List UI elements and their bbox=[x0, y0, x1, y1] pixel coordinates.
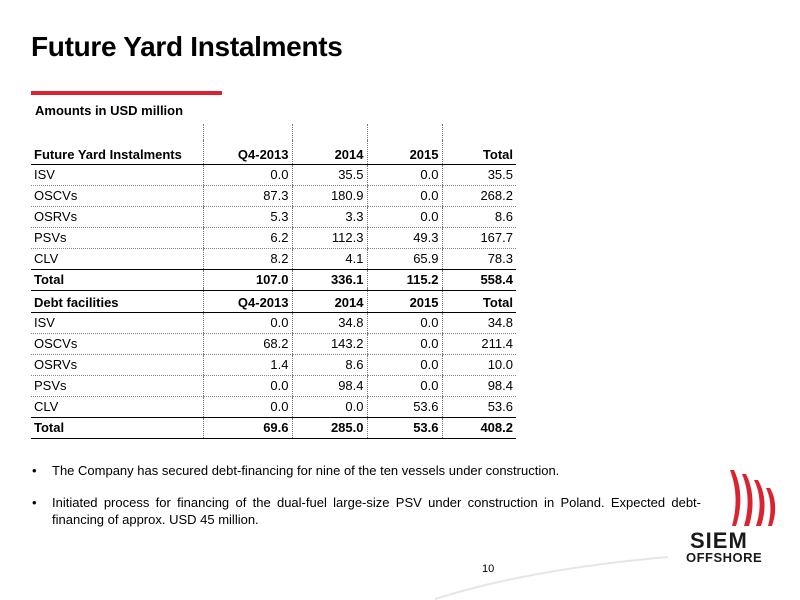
table-header-cell: Debt facilities bbox=[31, 288, 203, 313]
table-cell: 211.4 bbox=[442, 334, 516, 355]
table-row bbox=[31, 355, 516, 376]
total-cell: 558.4 bbox=[442, 270, 516, 291]
debt-facilities-table bbox=[31, 288, 516, 439]
bullet-item bbox=[31, 494, 701, 528]
table-header-cell: Future Yard Instalments bbox=[31, 140, 203, 165]
row-label: OSCVs bbox=[31, 334, 203, 355]
bullet-text: Initiated process for financing of the dual-fuel large-size PSV under construction in Poland. Expected debt-financing of approx. USD 45 million. bbox=[52, 495, 701, 527]
table-header-cell: 2014 bbox=[292, 140, 367, 165]
row-label: OSCVs bbox=[31, 186, 203, 207]
table-cell: 98.4 bbox=[292, 376, 367, 397]
table-row bbox=[31, 228, 516, 249]
table-cell: 0.0 bbox=[203, 376, 292, 397]
row-label: PSVs bbox=[31, 376, 203, 397]
table-cell: 4.1 bbox=[292, 249, 367, 270]
table-row bbox=[31, 249, 516, 270]
total-cell: 53.6 bbox=[367, 418, 442, 439]
total-cell: 69.6 bbox=[203, 418, 292, 439]
page-number: 10 bbox=[482, 563, 495, 575]
table-row bbox=[31, 313, 516, 334]
logo-subtitle: OFFSHORE bbox=[686, 550, 763, 565]
table-row bbox=[31, 376, 516, 397]
table-cell: 0.0 bbox=[292, 397, 367, 418]
table-cell: 10.0 bbox=[442, 355, 516, 376]
table-cell: 0.0 bbox=[367, 334, 442, 355]
table-cell: 65.9 bbox=[367, 249, 442, 270]
table-cell: 35.5 bbox=[292, 165, 367, 186]
bullet-text: The Company has secured debt-financing for nine of the ten vessels under construction. bbox=[52, 463, 560, 478]
table-header-cell: Total bbox=[442, 288, 516, 313]
logo-wordmark: SIEM bbox=[690, 528, 748, 553]
table-cell: 53.6 bbox=[367, 397, 442, 418]
table-cell: 167.7 bbox=[442, 228, 516, 249]
table-header-cell: 2015 bbox=[367, 140, 442, 165]
row-label: ISV bbox=[31, 165, 203, 186]
table-cell: 112.3 bbox=[292, 228, 367, 249]
table-cell: 8.6 bbox=[292, 355, 367, 376]
table-cell: 35.5 bbox=[442, 165, 516, 186]
table-cell: 68.2 bbox=[203, 334, 292, 355]
table-cell: 3.3 bbox=[292, 207, 367, 228]
table-total-row bbox=[31, 418, 516, 439]
table-cell: 53.6 bbox=[442, 397, 516, 418]
total-cell: 107.0 bbox=[203, 270, 292, 291]
table-row bbox=[31, 186, 516, 207]
table-row bbox=[31, 165, 516, 186]
table-header-cell: Q4-2013 bbox=[203, 288, 292, 313]
table-row bbox=[31, 334, 516, 355]
table-cell: 0.0 bbox=[367, 207, 442, 228]
total-label: Total bbox=[31, 418, 203, 439]
table-cell: 268.2 bbox=[442, 186, 516, 207]
table-cell: 78.3 bbox=[442, 249, 516, 270]
table-cell: 0.0 bbox=[367, 376, 442, 397]
total-label: Total bbox=[31, 270, 203, 291]
table-cell: 8.6 bbox=[442, 207, 516, 228]
table-header-cell: Total bbox=[442, 140, 516, 165]
table-cell: 0.0 bbox=[367, 313, 442, 334]
table-cell: 0.0 bbox=[367, 355, 442, 376]
table-header-cell: 2015 bbox=[367, 288, 442, 313]
table-cell: 6.2 bbox=[203, 228, 292, 249]
table-header-row bbox=[31, 140, 516, 165]
table-cell: 87.3 bbox=[203, 186, 292, 207]
table-cell: 0.0 bbox=[367, 165, 442, 186]
table-cell: 1.4 bbox=[203, 355, 292, 376]
decorative-swoosh bbox=[430, 555, 670, 600]
table-cell: 0.0 bbox=[203, 397, 292, 418]
table-row bbox=[31, 397, 516, 418]
total-cell: 285.0 bbox=[292, 418, 367, 439]
table-cell: 49.3 bbox=[367, 228, 442, 249]
table-cell: 34.8 bbox=[442, 313, 516, 334]
sail-icon bbox=[686, 468, 782, 532]
table-header-cell: Q4-2013 bbox=[203, 140, 292, 165]
row-label: CLV bbox=[31, 397, 203, 418]
table-cell: 98.4 bbox=[442, 376, 516, 397]
table-cell: 8.2 bbox=[203, 249, 292, 270]
table-cell: 0.0 bbox=[203, 165, 292, 186]
row-label: ISV bbox=[31, 313, 203, 334]
bullet-marker: • bbox=[32, 495, 37, 510]
table-cell: 180.9 bbox=[292, 186, 367, 207]
bullet-marker: • bbox=[32, 463, 37, 478]
yard-instalments-table bbox=[31, 124, 516, 291]
table-cell: 0.0 bbox=[203, 313, 292, 334]
amounts-subtitle: Amounts in USD million bbox=[35, 103, 184, 118]
bullet-list bbox=[31, 462, 701, 543]
row-label: PSVs bbox=[31, 228, 203, 249]
total-cell: 115.2 bbox=[367, 270, 442, 291]
total-cell: 408.2 bbox=[442, 418, 516, 439]
table-cell: 143.2 bbox=[292, 334, 367, 355]
page-title: Future Yard Instalments bbox=[31, 31, 343, 62]
table-cell: 34.8 bbox=[292, 313, 367, 334]
table-header-cell: 2014 bbox=[292, 288, 367, 313]
row-label: OSRVs bbox=[31, 355, 203, 376]
table-top-spacer bbox=[31, 124, 516, 140]
title-underline bbox=[31, 91, 222, 95]
table-row bbox=[31, 207, 516, 228]
row-label: CLV bbox=[31, 249, 203, 270]
table-cell: 5.3 bbox=[203, 207, 292, 228]
total-cell: 336.1 bbox=[292, 270, 367, 291]
table-header-row bbox=[31, 288, 516, 313]
siem-offshore-logo bbox=[686, 468, 782, 564]
bullet-item bbox=[31, 462, 701, 479]
row-label: OSRVs bbox=[31, 207, 203, 228]
table-cell: 0.0 bbox=[367, 186, 442, 207]
